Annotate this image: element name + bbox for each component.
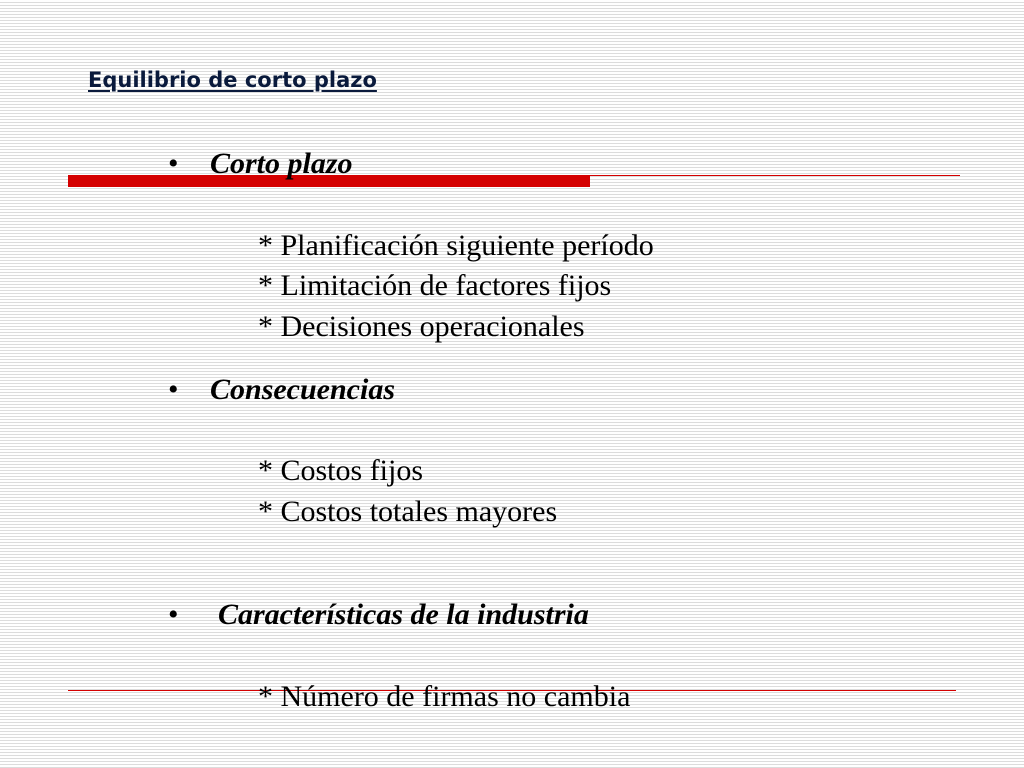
slide-title: Equilibrio de corto plazo [88, 68, 377, 92]
bullet-dot: • [168, 598, 179, 631]
sub-item: * Número de firmas no cambia [258, 680, 631, 713]
sub-item: * Decisiones operacionales [258, 310, 585, 343]
sub-item: * Planificación siguiente período [258, 229, 654, 262]
sub-item: * Costos fijos [258, 454, 424, 487]
red-thin-rule-top [590, 175, 960, 176]
bullet-dot: • [168, 147, 179, 180]
sub-item: * Limitación de factores fijos [258, 269, 612, 302]
bullet-heading: Corto plazo [210, 147, 353, 180]
bullet-heading: Características de la industria [218, 598, 589, 631]
sub-item: * Costos totales mayores [258, 495, 558, 528]
bullet-heading: Consecuencias [210, 373, 396, 406]
bullet-dot: • [168, 373, 179, 406]
